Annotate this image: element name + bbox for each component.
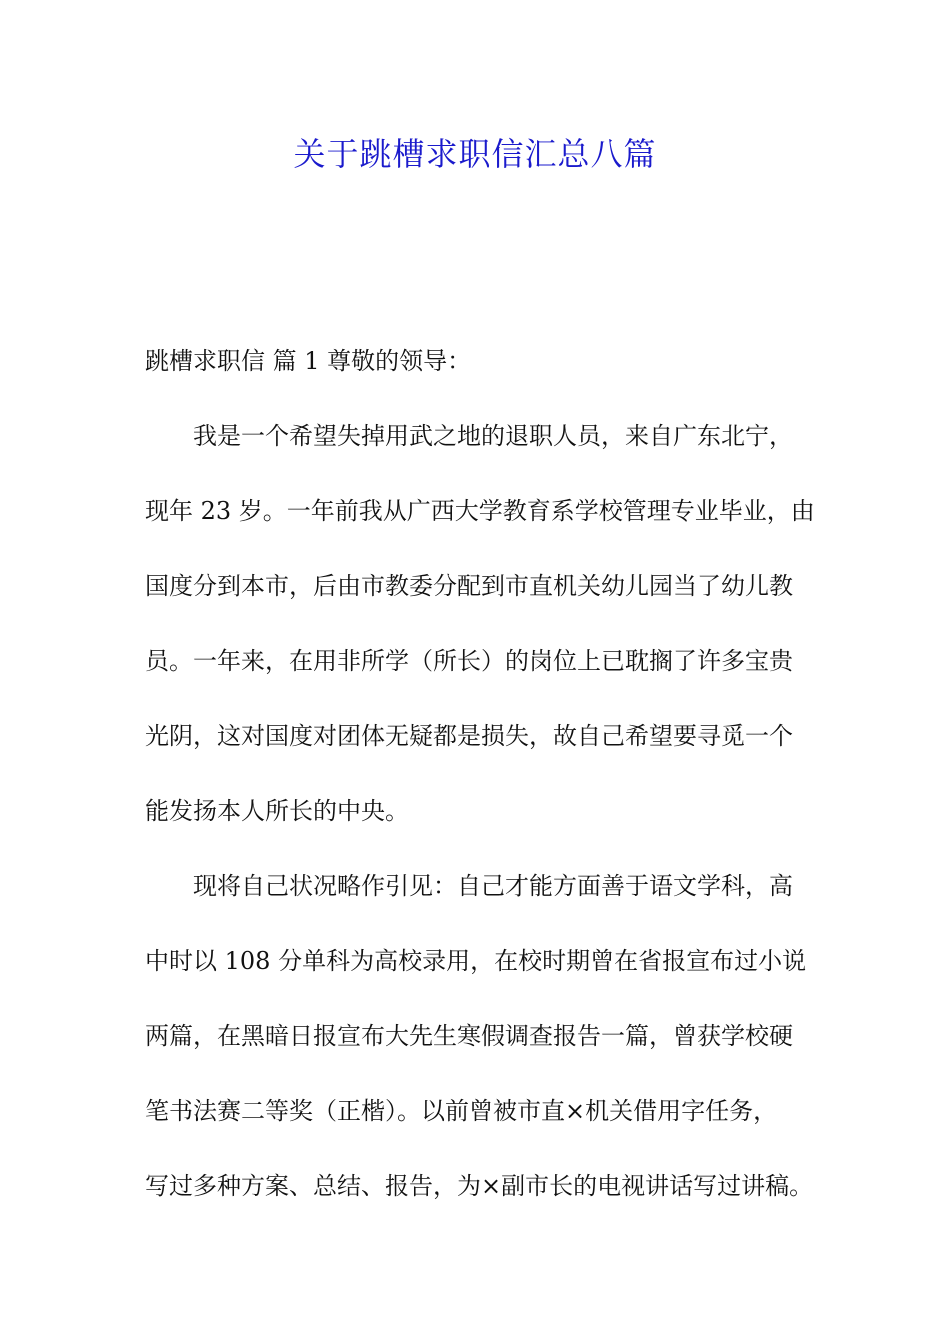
paragraph-line: 国度分到本市，后由市教委分配到市直机关幼儿园当了幼儿教 xyxy=(145,572,793,600)
document-body xyxy=(145,336,835,1236)
paragraph-line: 能发扬本人所长的中央。 xyxy=(145,797,409,825)
paragraph-line: 我是一个希望失掉用武之地的退职人员，来自广东北宁， xyxy=(193,422,793,450)
document-title: 关于跳槽求职信汇总八篇 xyxy=(293,135,657,173)
letter-heading: 跳槽求职信 篇 1 尊敬的领导： xyxy=(145,347,472,375)
paragraph-line: 写过多种方案、总结、报告，为×副市长的电视讲话写过讲稿。 xyxy=(145,1172,814,1200)
paragraph-line: 现年 23 岁。一年前我从广西大学教育系学校管理专业毕业，由 xyxy=(145,497,815,525)
paragraph-line: 中时以 108 分单科为高校录用，在校时期曾在省报宣布过小说 xyxy=(145,947,807,975)
paragraph-line: 现将自己状况略作引见：自己才能方面善于语文学科，高 xyxy=(193,872,793,900)
paragraph-line: 两篇，在黑暗日报宣布大先生寒假调查报告一篇，曾获学校硬 xyxy=(145,1022,793,1050)
paragraph-line: 笔书法赛二等奖（正楷）。以前曾被市直×机关借用字任务， xyxy=(145,1097,778,1125)
paragraph-line: 光阴，这对国度对团体无疑都是损失，故自己希望要寻觅一个 xyxy=(145,722,793,750)
paragraph-line: 员。一年来，在用非所学（所长）的岗位上已耽搁了许多宝贵 xyxy=(145,647,793,675)
